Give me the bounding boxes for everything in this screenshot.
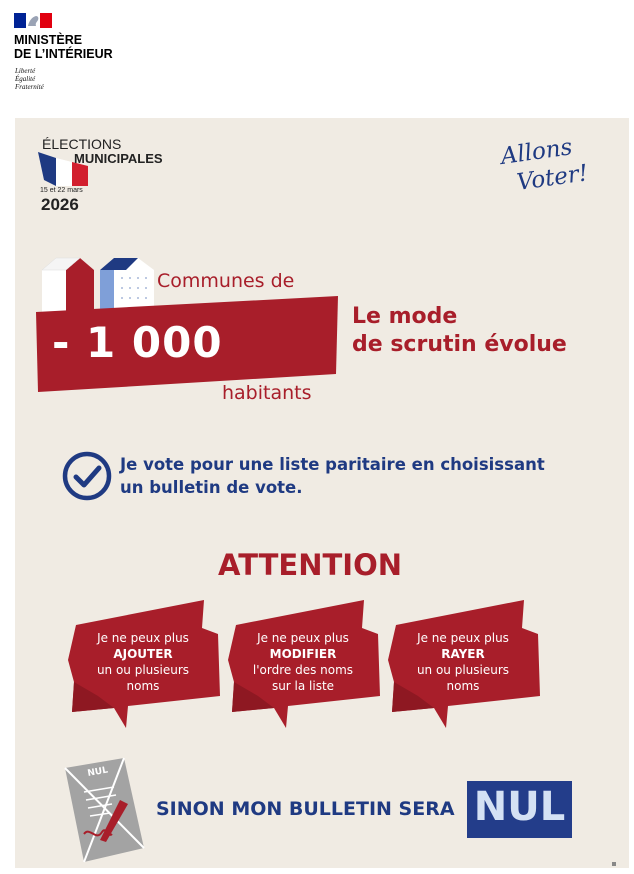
headline-line2: de scrutin évolue xyxy=(352,332,567,357)
ballot-nul-label: NUL xyxy=(86,765,109,779)
motto-liberte: Liberté xyxy=(15,67,36,75)
attention-heading: ATTENTION xyxy=(218,548,402,582)
card-1-verb: AJOUTER xyxy=(113,647,173,661)
card-1-intro: Je ne peux plus xyxy=(97,631,189,645)
warning-card-modifier xyxy=(228,600,388,730)
page-corner-mark xyxy=(612,862,616,866)
election-dates: 15 et 22 mars xyxy=(40,187,83,194)
headline-line1: Le mode xyxy=(352,304,458,329)
card-3-verb: RAYER xyxy=(441,647,485,661)
card-1-rest2: noms xyxy=(126,679,160,693)
communes-de-label: Communes de xyxy=(157,270,295,292)
card-2-rest2: sur la liste xyxy=(271,679,335,693)
vote-instruction-line1: Je vote pour une liste paritaire en choisissant xyxy=(120,455,545,474)
slogan-line1: Allons xyxy=(499,134,574,170)
population-threshold: - 1 000 xyxy=(52,318,223,367)
vote-instruction-line2: un bulletin de vote. xyxy=(120,478,303,497)
card-2-rest1: l'ordre des noms xyxy=(252,663,354,677)
election-year: 2026 xyxy=(41,195,79,214)
elections-label: ÉLECTIONS xyxy=(42,136,122,152)
motto-fraternite: Fraternité xyxy=(15,83,44,91)
card-3-rest2: noms xyxy=(446,679,480,693)
bulletin-warning-text: SINON MON BULLETIN SERA xyxy=(156,798,455,820)
allons-voter-slogan xyxy=(496,134,596,204)
card-2-verb: MODIFIER xyxy=(269,647,337,661)
nul-badge-text: NUL xyxy=(473,784,566,830)
habitants-label: habitants xyxy=(222,382,312,404)
card-1-rest1: un ou plusieurs xyxy=(96,663,190,677)
warning-card-ajouter xyxy=(68,600,228,730)
slogan-line2: Voter! xyxy=(515,160,590,196)
check-circle-icon xyxy=(61,450,113,502)
card-3-rest1: un ou plusieurs xyxy=(416,663,510,677)
ministry-name-line2: DE L’INTÉRIEUR xyxy=(14,47,113,61)
warning-card-rayer xyxy=(388,600,548,730)
card-3-intro: Je ne peux plus xyxy=(417,631,509,645)
marianne-logo-icon xyxy=(14,13,52,28)
municipales-label: MUNICIPALES xyxy=(74,151,163,166)
card-2-intro: Je ne peux plus xyxy=(257,631,349,645)
ministry-name-line1: MINISTÈRE xyxy=(14,33,83,47)
crossed-ballot-icon xyxy=(62,756,147,864)
motto-egalite: Égalité xyxy=(15,75,36,83)
